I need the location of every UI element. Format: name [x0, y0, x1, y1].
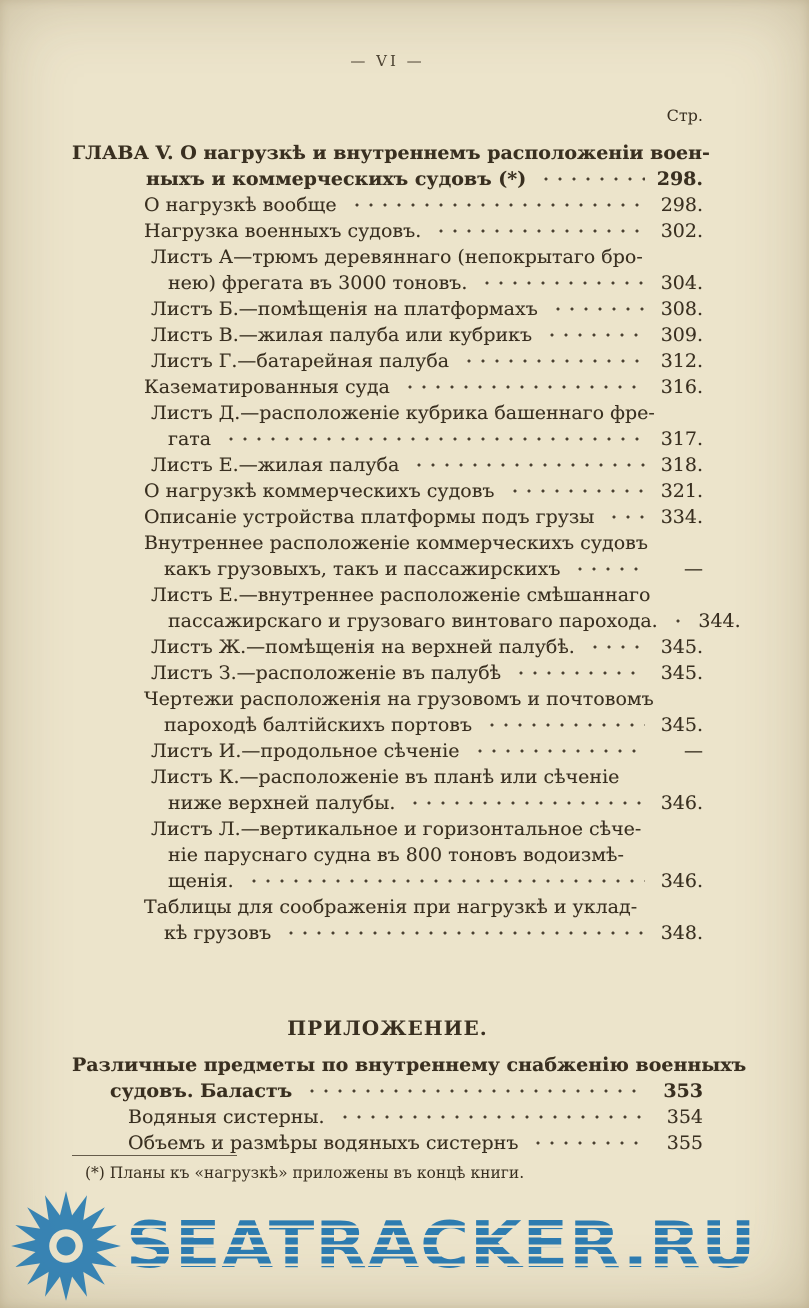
entry-text: Таблицы для соображенія при нагрузкѣ и уклад- [144, 896, 638, 918]
entry-text: судовъ. Баластъ [110, 1080, 293, 1102]
entry-text: О нагрузкѣ коммерческихъ судовъ [144, 480, 495, 502]
entry-line [72, 296, 703, 322]
entry-page-number: 304. [660, 272, 703, 294]
entry-page-number: 344. [698, 610, 741, 632]
entry-page-number: 346. [660, 792, 703, 814]
entry-page-number: 346. [660, 870, 703, 892]
entry-line [72, 452, 703, 478]
page-folio: — VI — [350, 52, 425, 70]
entry-text: Внутреннее расположеніе коммерческихъ судовъ [144, 532, 648, 554]
dot-leader [481, 719, 645, 738]
entry-text: Различные предметы по внутреннему снабженію военныхъ [72, 1054, 747, 1076]
toc-entry [72, 296, 703, 322]
dot-leader [584, 641, 645, 660]
toc-entry [72, 530, 703, 582]
entry-line [72, 244, 703, 270]
appendix-section [72, 1016, 747, 1156]
entry-text: пассажирскаго и грузоваго винтоваго парохода. [168, 610, 658, 632]
entry-text: Объемъ и размѣры водяныхъ систернъ [128, 1132, 519, 1154]
entry-page-number: 321. [660, 480, 703, 502]
dot-leader [569, 563, 645, 582]
entry-line [72, 1104, 703, 1130]
watermark-text: SEATRACKER.RU [126, 1209, 757, 1283]
entry-line [72, 634, 703, 660]
entry-page-number: 348. [660, 922, 703, 944]
entry-page-number: 355 [666, 1132, 703, 1154]
entry-line [72, 1052, 747, 1078]
entry-text: Листъ Г.—батарейная палуба [151, 350, 450, 372]
entry-page-number: — [684, 558, 703, 580]
entry-line [72, 530, 703, 556]
entry-text: Листъ В.—жилая палуба или кубрикъ [151, 324, 533, 346]
entry-text: щенія. [168, 870, 234, 892]
entry-line [72, 790, 703, 816]
appendix-entry [72, 1052, 747, 1104]
entry-text: нею) фрегата въ 3000 тоновъ. [168, 272, 468, 294]
appendix-heading: ПРИЛОЖЕНИЕ. [287, 1016, 488, 1040]
entry-text: ниже верхней палубы. [168, 792, 396, 814]
entry-page-number: 345. [660, 636, 703, 658]
entry-line [72, 348, 703, 374]
toc-entry [72, 400, 703, 452]
entry-page-number: 302. [660, 220, 703, 242]
sun-logo-icon [10, 1190, 122, 1302]
entry-page-number: 318. [660, 454, 703, 476]
entry-page-number: — [684, 740, 703, 762]
entry-line [72, 660, 703, 686]
entry-text: ніе паруснаго судна въ 800 тоновъ водоизмѣ- [168, 844, 624, 866]
entry-line [72, 426, 703, 452]
entry-page-number: 354 [666, 1106, 703, 1128]
entry-line [72, 140, 710, 166]
dot-leader [404, 797, 645, 816]
toc-chapter-entry [72, 140, 710, 192]
appendix-entry [72, 1104, 703, 1130]
entry-page-number: 345. [660, 662, 703, 684]
dot-leader [527, 1137, 645, 1156]
entry-line [72, 192, 703, 218]
entry-line [72, 842, 703, 868]
entry-text: Листъ Ж.—помѣщенія на верхней палубѣ. [151, 636, 575, 658]
entry-line [72, 374, 703, 400]
dot-leader [667, 615, 683, 634]
toc-entry [72, 660, 703, 686]
dot-leader [469, 745, 646, 764]
entry-line [72, 556, 703, 582]
entry-line [72, 166, 703, 192]
dot-leader [541, 329, 645, 348]
entry-text: Листъ А—трюмъ деревяннаго (непокрытаго бро- [151, 246, 643, 268]
dot-leader [504, 485, 646, 504]
entry-text: Листъ Л.—вертикальное и горизонтальное сѣче- [151, 818, 642, 840]
entry-text: ГЛАВА V. О нагрузкѣ и внутреннемъ расположеніи воен- [72, 142, 710, 164]
toc-entry [72, 452, 703, 478]
toc-entry [72, 374, 703, 400]
toc-entry [72, 738, 703, 764]
toc-entry [72, 348, 703, 374]
entry-text: Нагрузка военныхъ судовъ. [144, 220, 422, 242]
toc-entry [72, 816, 703, 894]
entry-page-number: 312. [660, 350, 703, 372]
dot-leader [603, 511, 645, 530]
entry-text: Казематированныя суда [144, 376, 390, 398]
entry-line [72, 608, 741, 634]
entry-page-number: 345. [660, 714, 703, 736]
entry-line [72, 686, 703, 712]
dot-leader [346, 199, 645, 218]
dot-leader [430, 225, 645, 244]
dot-leader [476, 277, 645, 296]
entry-text: Листъ К.—расположеніе въ планѣ или сѣченіе [151, 766, 620, 788]
footnote [72, 1155, 703, 1184]
dot-leader [334, 1111, 645, 1130]
entry-line [72, 478, 703, 504]
watermark [0, 1188, 809, 1304]
entry-line [72, 270, 703, 296]
entry-line [72, 400, 703, 426]
toc-entry [72, 504, 703, 530]
entry-line [72, 1130, 703, 1156]
entry-line [72, 816, 703, 842]
table-of-contents [72, 140, 741, 946]
footnote-rule [72, 1155, 237, 1156]
dot-leader [243, 875, 645, 894]
entry-line [72, 712, 703, 738]
entry-line [72, 1078, 703, 1104]
entry-text: Листъ Е.—внутреннее расположеніе смѣшаннаго [151, 584, 651, 606]
entry-line [72, 894, 703, 920]
dot-leader [458, 355, 645, 374]
entry-text: гата [168, 428, 212, 450]
entry-text: Листъ И.—продольное сѣченіе [151, 740, 460, 762]
appendix-list [72, 1052, 747, 1156]
entry-text: О нагрузкѣ вообще [144, 194, 337, 216]
entry-page-number: 308. [660, 298, 703, 320]
dot-leader [301, 1085, 645, 1104]
dot-leader [408, 459, 645, 478]
dot-leader [510, 667, 645, 686]
entry-page-number: 353 [663, 1080, 703, 1102]
entry-page-number: 317. [660, 428, 703, 450]
entry-text: ныхъ и коммерческихъ судовъ (*) [146, 168, 527, 190]
entry-text: Листъ З.—расположеніе въ палубѣ [151, 662, 502, 684]
entry-text: пароходѣ балтійскихъ портовъ [164, 714, 473, 736]
entry-line [72, 218, 703, 244]
entry-text: Чертежи расположенія на грузовомъ и почтовомъ [144, 688, 654, 710]
entry-line [72, 738, 703, 764]
entry-text: Водяныя систерны. [128, 1106, 325, 1128]
toc-entry [72, 478, 703, 504]
page-column-label: Стр. [666, 106, 703, 125]
entry-text: какъ грузовыхъ, такъ и пассажирскихъ [164, 558, 561, 580]
toc-entry [72, 218, 703, 244]
entry-line [72, 868, 703, 894]
dot-leader [535, 173, 645, 192]
entry-page-number: 309. [660, 324, 703, 346]
entry-page-number: 298. [656, 168, 703, 190]
entry-line [72, 322, 703, 348]
entry-line [72, 504, 703, 530]
entry-page-number: 316. [660, 376, 703, 398]
entry-line [72, 920, 703, 946]
toc-entry [72, 582, 741, 634]
dot-leader [220, 433, 645, 452]
entry-text: Листъ Е.—жилая палуба [151, 454, 400, 476]
entry-page-number: 298. [660, 194, 703, 216]
dot-leader [280, 927, 645, 946]
toc-entry [72, 244, 703, 296]
dot-leader [399, 381, 645, 400]
toc-entry [72, 894, 703, 946]
appendix-entry [72, 1130, 703, 1156]
toc-entry [72, 322, 703, 348]
entry-line [72, 582, 703, 608]
entry-text: Листъ Б.—помѣщенія на платформахъ [151, 298, 538, 320]
toc-entry [72, 764, 703, 816]
entry-page-number: 334. [660, 506, 703, 528]
toc-entry [72, 686, 703, 738]
entry-text: Листъ Д.—расположеніе кубрика башеннаго фре- [151, 402, 655, 424]
entry-text: Описаніе устройства платформы подъ грузы [144, 506, 595, 528]
toc-entry [72, 192, 703, 218]
entry-line [72, 764, 703, 790]
toc-entry [72, 634, 703, 660]
entry-text: кѣ грузовъ [164, 922, 272, 944]
dot-leader [547, 303, 645, 322]
footnote-text: (*) Планы къ «нагрузкѣ» приложены въ концѣ книги. [85, 1164, 525, 1182]
